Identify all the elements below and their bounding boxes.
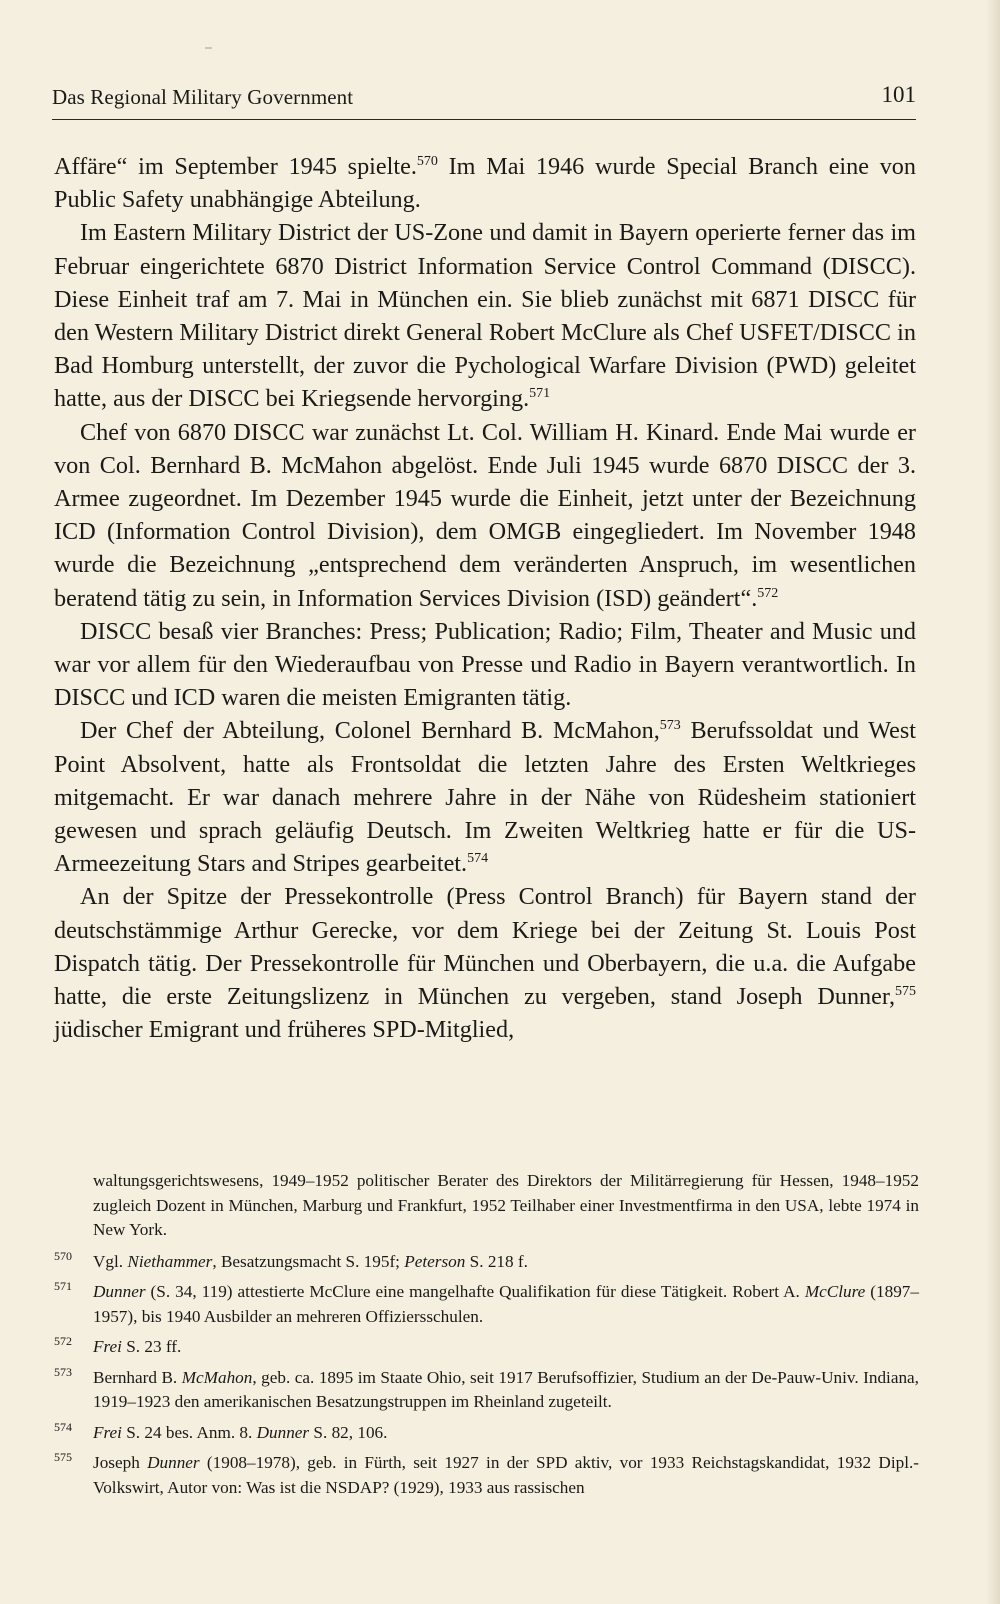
italic-name: Frei	[93, 1337, 122, 1356]
text-run: Bernhard B.	[93, 1367, 182, 1387]
text-run: Im Mai 1946 wurde Special Branch eine von Public Safety unabhängige Abteilung.	[54, 153, 916, 214]
text-run: (1908–1978), geb. in Fürth, seit 1927 in der SPD aktiv, vor 1933 Reichstagskandidat, 1932 Dipl.-Volkswirt, Autor von: Was ist die NSDAP? (1929), 1933 aus rassischen	[93, 1453, 919, 1497]
italic-name: Dunner	[256, 1422, 310, 1442]
paragraph	[54, 416, 916, 615]
footnote	[54, 1419, 919, 1446]
italic-name: Frei	[93, 1422, 122, 1442]
text-run: , geb. ca. 1895 im Staate Ohio, seit 1917 Berufsoffizier, Studium an der De-Pauw-Univ. Indiana, 1919–1923 den amerikanischen Besatzungstruppen im Rheinland zugeteilt.	[93, 1367, 919, 1411]
paragraph	[54, 714, 916, 880]
text-run: (1897–1957), bis 1940 Ausbilder an mehreren Offiziersschulen.	[93, 1282, 919, 1326]
text-run: An der Spitze der Pressekontrolle (Press Control Branch) für Bayern stand der deutschstämmige Arthur Gerecke, vor dem Kriege bei der Zeitung St. Louis Post Dispatch tätig. Der Pressekontrolle für München und Oberbayern, die u.a. die Aufgabe hatte, die erste Zeitungslizenz in München zu vergeben, stand Joseph Dunner,	[54, 883, 916, 1011]
text-run: S. 24 bes. Anm. 8.	[121, 1422, 257, 1442]
footnote	[54, 1364, 919, 1415]
text-run: jüdischer Emigrant und früheres SPD-Mitglied,	[54, 1016, 515, 1044]
text-run: S. 82, 106.	[309, 1422, 388, 1442]
running-header-title: Das Regional Military Government	[52, 85, 354, 109]
page-edge-shadow	[986, 0, 1000, 1604]
paragraph	[54, 150, 916, 216]
paragraph	[54, 615, 916, 715]
italic-name: McMahon	[181, 1367, 253, 1387]
footnote-number: 570	[54, 1248, 72, 1263]
body-text	[54, 150, 916, 1046]
running-header	[52, 83, 916, 120]
page-number: 101	[881, 82, 916, 107]
footnote	[54, 1334, 919, 1360]
text-run: Vgl.	[93, 1251, 128, 1271]
text-run: Der Chef der Abteilung, Colonel Bernhard B. McMahon,	[80, 717, 660, 745]
italic-name: Peterson	[404, 1251, 466, 1271]
footnote-number: 571	[54, 1279, 72, 1293]
footnote-reference: 575	[895, 984, 916, 1000]
footnote	[54, 1450, 919, 1500]
text-run: , Besatzungsmacht S. 195f;	[212, 1251, 405, 1271]
paragraph	[54, 880, 916, 1046]
footnote-continuation: waltungsgerichtswesens, 1949–1952 politischer Berater des Direktors der Militärregierung für Hessen, 1948–1952 zugleich Dozent in München, Marburg und Frankfurt, 1952 Teilhaber einer Investmentfirma in den USA, lebte 1974 in New York.	[93, 1171, 919, 1239]
footnote-reference: 573	[659, 718, 681, 734]
italic-name: Dunner	[147, 1453, 200, 1472]
text-run: Joseph	[93, 1453, 148, 1472]
text-run: Im Eastern Military District der US-Zone und damit in Bayern operierte ferner das im Februar eingerichtete 6870 District Information Service Control Command (DISCC). Diese Einheit traf am 7. Mai in München ein. Sie blieb zunächst mit 6871 DISCC für den Western Military District direkt General Robert McClure als Chef USFET/DISCC in Bad Homburg unterstellt, der zuvor die Pychological Warfare Division (PWD) geleitet hatte, aus der DISCC bei Kriegsende hervorging.	[54, 219, 916, 413]
footnotes	[54, 1169, 919, 1506]
paper-mark	[205, 47, 212, 49]
italic-name: Niethammer	[127, 1251, 213, 1271]
footnote	[54, 1248, 919, 1275]
footnote-number: 575	[54, 1450, 72, 1464]
italic-name: McClure	[804, 1282, 866, 1301]
footnote-reference: 572	[757, 585, 779, 601]
text-run: Affäre“ im September 1945 spielte.	[54, 153, 417, 180]
text-run: (S. 34, 119) attestierte McClure eine mangelhafte Qualifikation für diese Tätigkeit. Robert A.	[145, 1282, 805, 1301]
footnote-number: 572	[54, 1334, 72, 1348]
text-run: DISCC besaß vier Branches: Press; Publication; Radio; Film, Theater and Music und war vor allem für den Wiederaufbau von Presse und Radio in Bayern verantwortlich. In DISCC und ICD waren die meisten Emigranten tätig.	[54, 617, 916, 712]
text-run: Berufssoldat und West Point Absolvent, hatte als Frontsoldat die letzten Jahre des Ersten Weltkrieges mitgemacht. Er war danach mehrere Jahre in der Nähe von Rüdesheim stationiert gewesen und sprach geläufig Deutsch. Im Zweiten Weltkrieg hatte er für die US-Armeezeitung Stars and Stripes gearbeitet.	[54, 717, 916, 878]
text-run: S. 218 f.	[465, 1251, 528, 1271]
italic-name: Dunner	[93, 1282, 146, 1301]
footnote-reference: 570	[416, 153, 438, 169]
text-run: Chef von 6870 DISCC war zunächst Lt. Col. William H. Kinard. Ende Mai wurde er von Col. Bernhard B. McMahon abgelöst. Ende Juli 1945 wurde 6870 DISCC der 3. Armee zugeordnet. Im Dezember 1945 wurde die Einheit, jetzt unter der Bezeichnung ICD (Information Control Division), dem OMGB eingegliedert. Im November 1948 wurde die Bezeichnung „entsprechend dem veränderten Anspruch, im wesentlichen beratend tätig zu sein, in Information Services Division (ISD) geändert“.	[54, 418, 916, 612]
paragraph	[54, 216, 916, 415]
footnote-reference: 574	[467, 851, 489, 867]
footnote-list	[54, 1248, 919, 1501]
footnote-reference: 571	[529, 386, 551, 402]
footnote	[54, 1279, 919, 1329]
text-run: S. 23 ff.	[121, 1337, 182, 1356]
footnote-number: 573	[54, 1364, 72, 1379]
footnote-number: 574	[54, 1419, 72, 1434]
